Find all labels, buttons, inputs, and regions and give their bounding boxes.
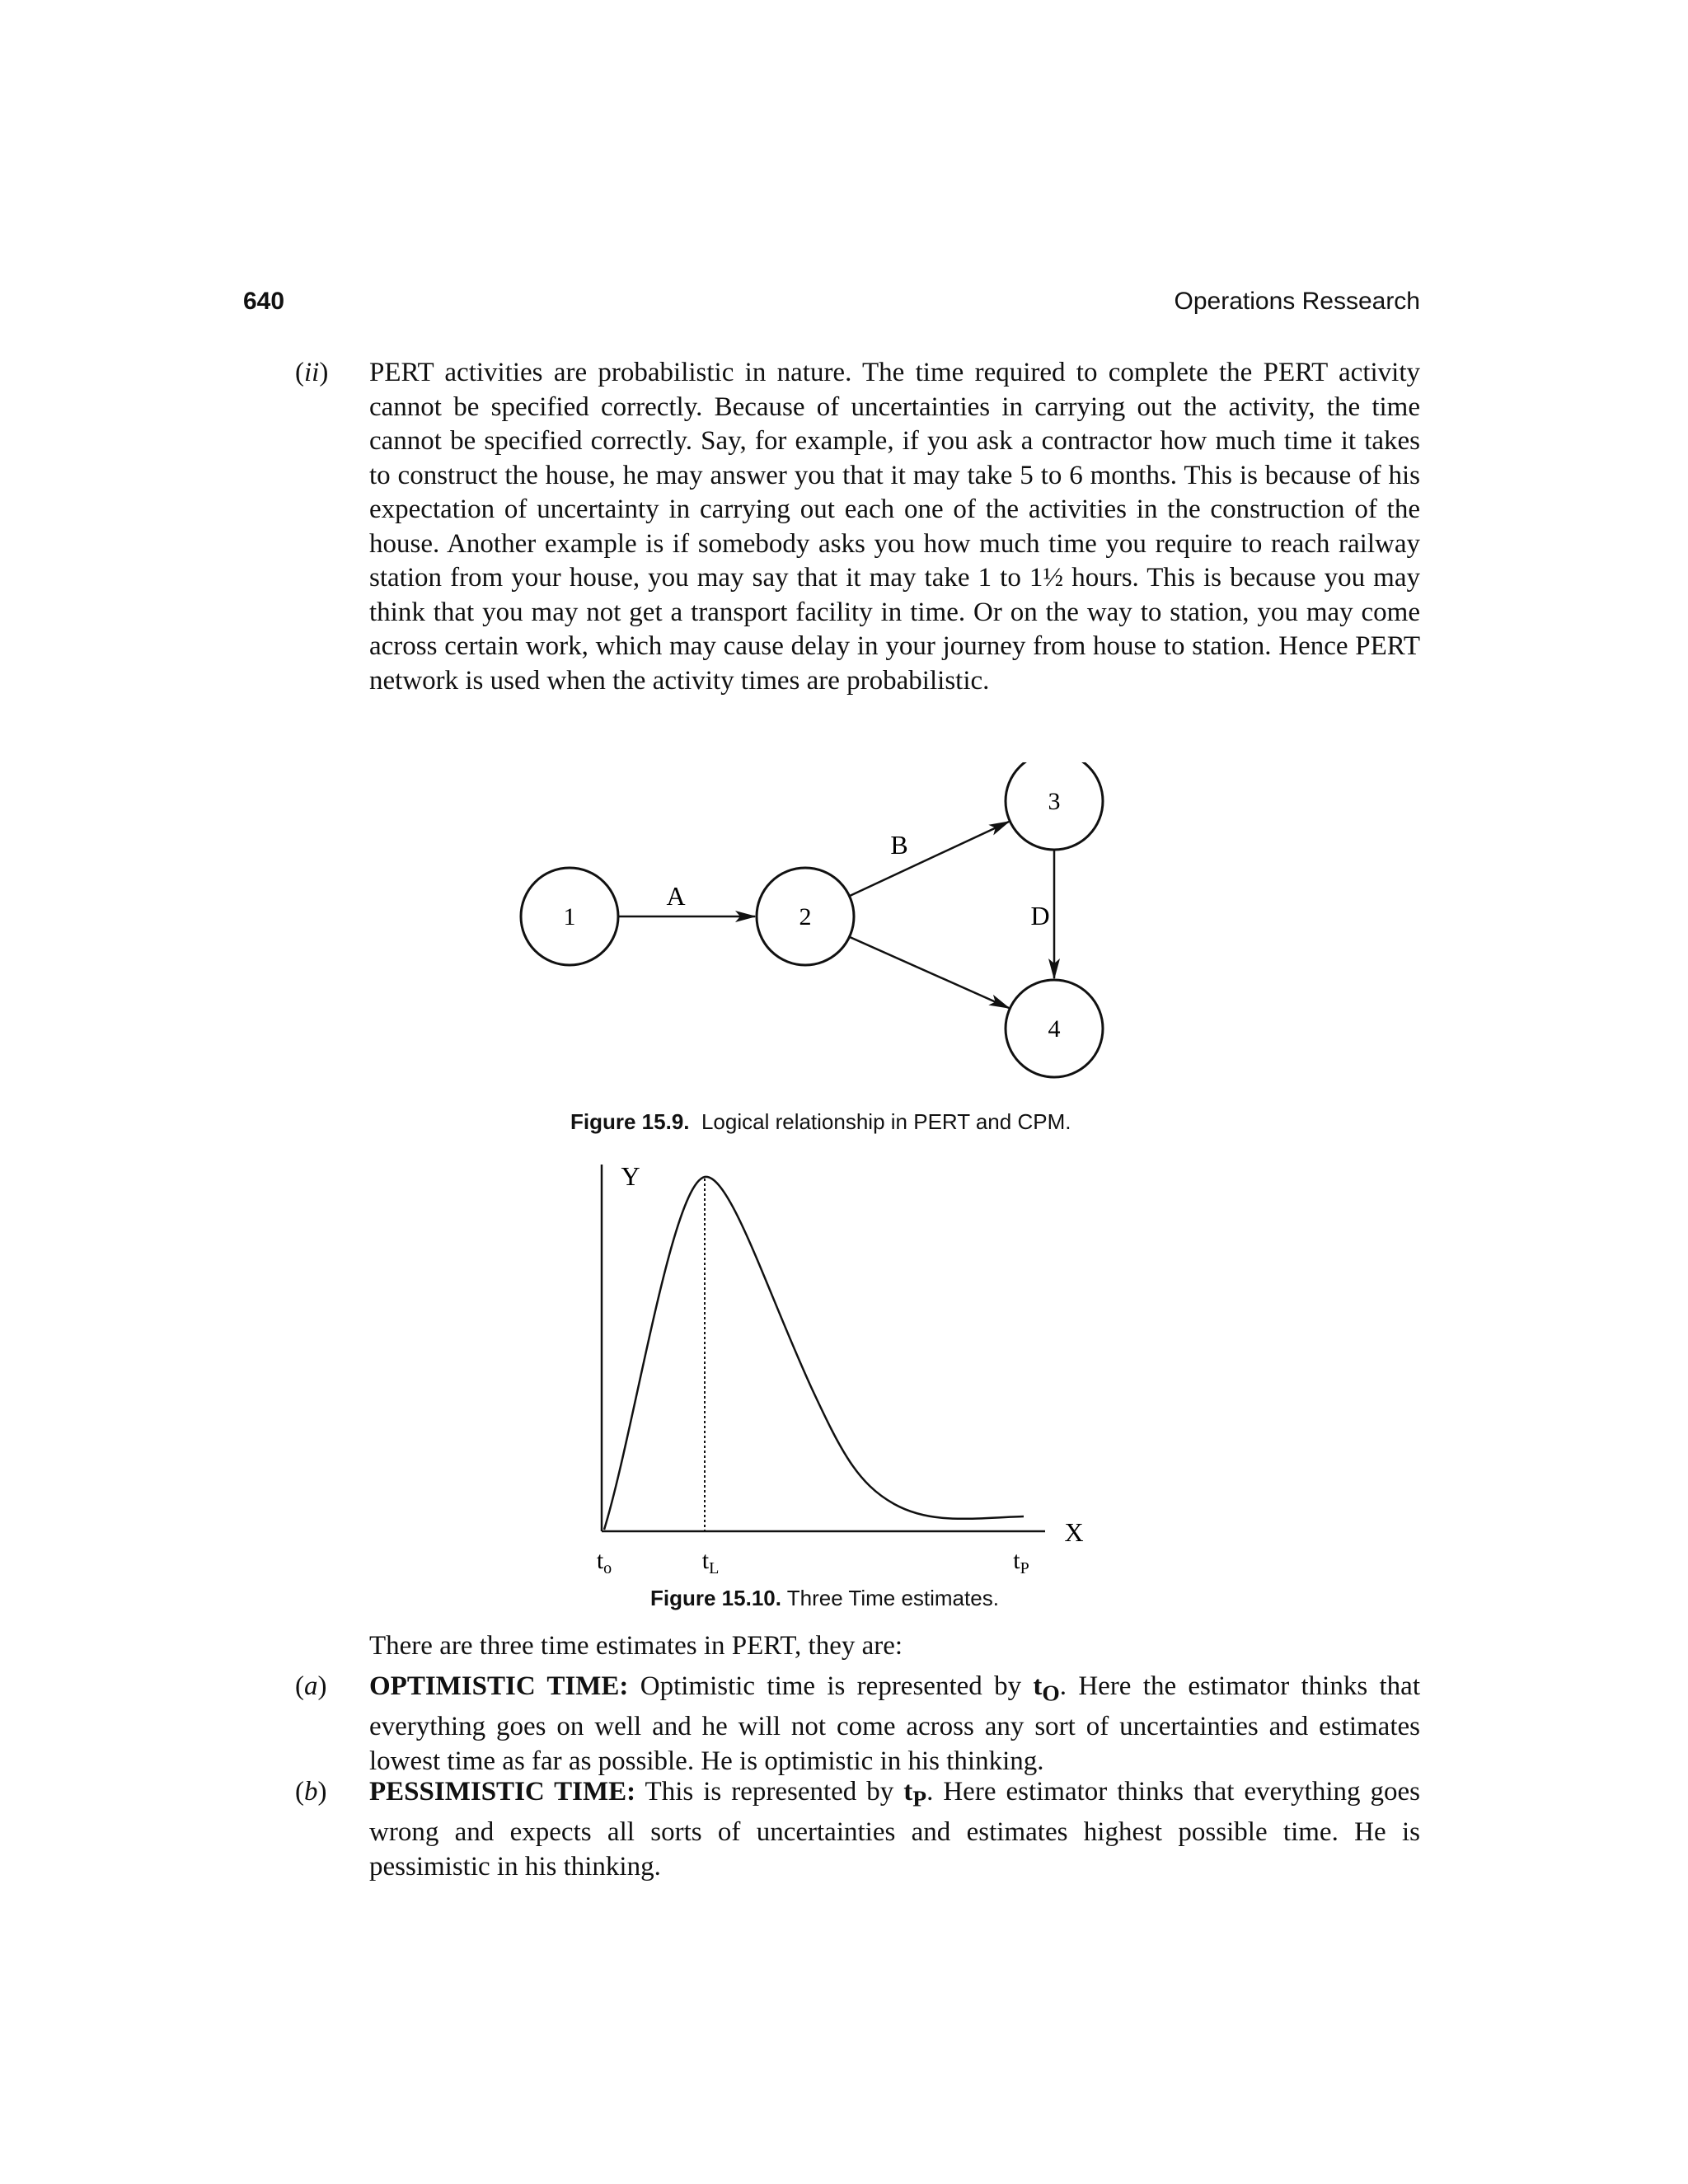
node-2-label: 2: [799, 903, 812, 930]
time-estimates-curve: [0, 1150, 1688, 1578]
page-number: 640: [243, 288, 285, 315]
figure-15-9-caption: Figure 15.9. Logical relationship in PERT and CPM.: [570, 1109, 1071, 1134]
y-axis-label: Y: [621, 1161, 640, 1191]
tick-label-tp: $t_P$: [1013, 1547, 1029, 1577]
x-axis-label: X: [1064, 1517, 1084, 1547]
symbol-t-p: $t_P$: [903, 1777, 927, 1811]
node-1-label: 1: [563, 903, 576, 930]
list-item-label: (b): [295, 1777, 327, 1807]
pert-network-diagram: [0, 762, 1688, 1108]
list-item-label: (a): [295, 1671, 327, 1701]
arrow-activity-b: [850, 822, 1009, 896]
figure-15-10-caption: Figure 15.10. Three Time estimates.: [650, 1586, 999, 1610]
symbol-t-o: $t_O$: [1033, 1671, 1060, 1706]
three-estimates-intro: There are three time estimates in PERT, they are:: [369, 1631, 903, 1661]
paragraph-pessimistic-time: PESSIMISTIC TIME: This is represented by $t_P$. Here estimator thinks that everything goes wrong and expects all sorts of uncertainties and estimates highest possible time. He is pessimistic in his thinking.: [369, 1777, 1421, 1882]
tick-label-tl: $t_L$: [701, 1547, 720, 1577]
term-pessimistic-time: PESSIMISTIC TIME:: [369, 1777, 636, 1807]
node-4-label: 4: [1048, 1015, 1061, 1043]
list-item-ii: [295, 356, 1420, 698]
arrow-activity-c: [850, 937, 1009, 1008]
beta-distribution-curve: [604, 1177, 1024, 1530]
tick-label-to: $t_o$: [596, 1547, 612, 1577]
activity-d-label: D: [1030, 901, 1050, 930]
list-item-b: [295, 1775, 1421, 1884]
paragraph-pert-probabilistic: PERT activities are probabilistic in nature. The time required to complete the PERT activity cannot be specified correctly. Because of uncertainties in carrying out the activity, the time cannot be specified correctly. Say, for example, if you ask a contractor how much time it takes to construct the house, he may answer you that it may take 5 to 6 months. This is because of his expectation of uncertainty in carrying out each one of the activities in the construction of the house. Another example is if somebody asks you how much time you require to reach railway station from your house, you may say that it may take 1 to 1½ hours. This is because you may think that you may not get a transport facility in time. Or on the way to station, you may come across certain work, which may cause delay in your journey from house to station. Hence PERT network is used when the activity times are probabilistic.: [369, 358, 1420, 696]
list-item-label: (ii): [295, 358, 329, 387]
term-optimistic-time: OPTIMISTIC TIME:: [369, 1671, 629, 1701]
activity-a-label: A: [666, 881, 686, 911]
paragraph-optimistic-time: OPTIMISTIC TIME: Optimistic time is represented by $t_O$. Here the estimator thinks that everything goes on well and he will not come across any sort of uncertainties and estimates lowest time as far as possible. He is optimistic in his thinking.: [369, 1671, 1420, 1776]
node-3-label: 3: [1048, 788, 1061, 815]
activity-b-label: B: [890, 830, 908, 860]
running-header-title: Operations Ressearch: [1174, 288, 1420, 315]
list-item-a: [295, 1670, 1420, 1779]
